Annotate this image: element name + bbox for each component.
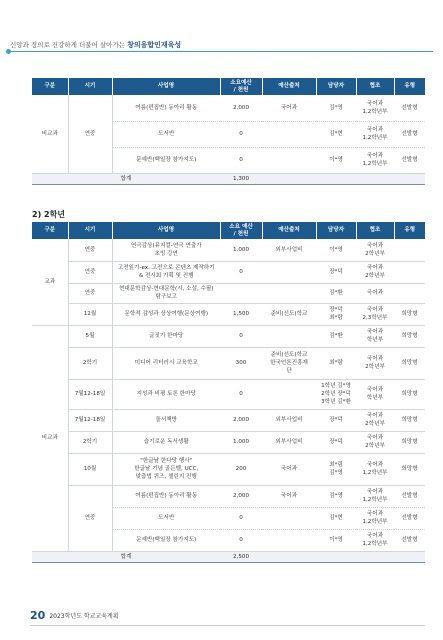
cell-person: 김*현: [316, 121, 356, 147]
cell-source: 외부사업비: [262, 431, 316, 453]
cell-period: 2학기: [68, 347, 112, 379]
cell-program: 문예반(백일장 참가지도): [112, 529, 220, 551]
cell-budget: 0: [220, 507, 262, 529]
cell-type: 희망형: [394, 379, 425, 409]
cell-source: 외부사업비: [262, 239, 316, 261]
cell-budget: 0: [220, 529, 262, 551]
cell-budget: [220, 283, 262, 303]
cell-person: 최*림 김*영: [316, 453, 356, 485]
cell-type: 희망형: [394, 431, 425, 453]
column-header: 담당자: [316, 78, 356, 95]
cell-period: 10월: [68, 453, 112, 485]
cell-coop: 국어과 2학년부: [356, 431, 394, 453]
table-row: [32, 325, 425, 347]
cell-program: 도서반: [112, 121, 220, 147]
cell-source: [262, 529, 316, 551]
column-header: 구분: [32, 222, 68, 239]
column-header: 사업명: [112, 222, 220, 239]
cell-coop: 국어과 학년부: [356, 379, 394, 409]
total-empty: [262, 551, 425, 562]
cell-coop: 국어과 2학년부: [356, 347, 394, 379]
column-header: 유형: [394, 222, 425, 239]
page-footer: [30, 609, 119, 622]
column-header: 사업명: [112, 78, 220, 95]
cell-person: 장*덕 최*람: [316, 303, 356, 325]
cell-period: 연중: [68, 485, 112, 551]
cell-period: 12월: [68, 303, 112, 325]
table-row: [32, 283, 425, 303]
total-row: [32, 551, 425, 562]
cell-coop: 국어과: [356, 283, 394, 303]
column-header: 협조: [356, 222, 394, 239]
cell-program: 도서반: [112, 507, 220, 529]
table-row: [32, 261, 425, 283]
cell-person: 장*덕: [316, 409, 356, 431]
cell-budget: 0: [220, 325, 262, 347]
cell-type: 희망형: [394, 409, 425, 431]
cell-program: 문예반(백일장 참가지도): [112, 147, 220, 173]
cell-type: 선발형: [394, 147, 425, 173]
total-value: 2,500: [220, 551, 262, 562]
cell-coop: 국어과 1,2학년부: [356, 453, 394, 485]
total-value: 1,300: [220, 173, 262, 184]
page-number: 20: [30, 609, 46, 622]
cell-source: [262, 147, 316, 173]
cell-period: 5월: [68, 325, 112, 347]
cell-source: 준비(선도)학교 한국언론진흥재 단: [262, 347, 316, 379]
cell-person: 장*덕: [316, 261, 356, 283]
cell-program: 문학적 감성과 상상여행(문상여행): [112, 303, 220, 325]
cell-coop: 국어과 2,3학년부: [356, 303, 394, 325]
cell-source: [262, 261, 316, 283]
cell-type: 희망형: [394, 325, 425, 347]
total-label: 합계: [32, 551, 220, 562]
cell-type: 선발형: [394, 529, 425, 551]
cell-type: [394, 283, 425, 303]
cell-program: 슬기로운 독서생활: [112, 431, 220, 453]
table-grade1-extracurricular: [32, 78, 425, 185]
cell-source: [262, 325, 316, 347]
cell-coop: 국어과 2학년부: [356, 239, 394, 261]
cell-person: 김*영: [316, 485, 356, 507]
cell-type: [394, 239, 425, 261]
header-row: [32, 78, 425, 95]
table-row: [32, 303, 425, 325]
column-header: 소요예산 / 천원: [220, 78, 262, 95]
cell-source: 국어과: [262, 453, 316, 485]
cell-coop: 국어과 2학년부: [356, 409, 394, 431]
cell-program: 돌서책방: [112, 409, 220, 431]
table-row: [32, 409, 425, 431]
cell-budget: 1,000: [220, 239, 262, 261]
table-row: [32, 239, 425, 261]
cell-period: 연중: [68, 261, 112, 283]
cell-source: 준비(선도)학교: [262, 303, 316, 325]
cell-source: [262, 121, 316, 147]
column-header: 유형: [394, 78, 425, 95]
cell-coop: 국어과 1,2학년부: [356, 147, 394, 173]
cell-period: 7월12-18일: [68, 409, 112, 431]
cell-budget: 0: [220, 121, 262, 147]
cell-type: 희망형: [394, 347, 425, 379]
cell-budget: 1,000: [220, 431, 262, 453]
cell-budget: 200: [220, 453, 262, 485]
cell-person: 1학년 김*영 2학년 장*덕 3학년 김*환: [316, 379, 356, 409]
cell-person: 최*람: [316, 347, 356, 379]
cell-category: 교과: [32, 239, 68, 325]
column-header: 시기: [68, 222, 112, 239]
cell-program: 연극감상(뮤지컬-연극 연출가 초빙 강연: [112, 239, 220, 261]
cell-person: 이*영: [316, 239, 356, 261]
cell-period: 7월12-18일: [68, 379, 112, 409]
header-bold: 창의융합인재육성: [127, 41, 182, 49]
cell-type: 희망형: [394, 453, 425, 485]
cell-category: 비교과: [32, 95, 68, 173]
cell-budget: 2,000: [220, 409, 262, 431]
cell-person: 장*덕: [316, 431, 356, 453]
cell-budget: 0: [220, 379, 262, 409]
cell-period: 연중: [68, 239, 112, 261]
cell-period: 연중: [68, 283, 112, 303]
cell-coop: 국어과 1,2학년부: [356, 95, 394, 121]
cell-type: 희망형: [394, 303, 425, 325]
cell-source: [262, 507, 316, 529]
cell-coop: 국어과 1,2학년부: [356, 121, 394, 147]
total-row: [32, 173, 425, 184]
column-header: 소요 예산 / 천원: [220, 222, 262, 239]
footer-text: 2023학년도 학교교육계획: [49, 613, 119, 620]
header-rule: [8, 51, 433, 52]
header-row: [32, 222, 425, 239]
cell-budget: 2,000: [220, 485, 262, 507]
cell-budget: 1,500: [220, 303, 262, 325]
cell-source: 국어과: [262, 485, 316, 507]
cell-person: 김*환: [316, 283, 356, 303]
cell-person: 김*현: [316, 507, 356, 529]
total-label: 합계: [32, 173, 220, 184]
cell-program: 여름(편집반) 동아리 활동: [112, 485, 220, 507]
cell-budget: 2,000: [220, 95, 262, 121]
column-header: 시기: [68, 78, 112, 95]
cell-person: 김*환: [316, 325, 356, 347]
cell-program: 글짓기 한마당: [112, 325, 220, 347]
cell-program: 지성과 비평 토론 한마당: [112, 379, 220, 409]
cell-coop: 국어과 1,2학년부: [356, 485, 394, 507]
cell-person: 김*영: [316, 95, 356, 121]
cell-budget: 0: [220, 261, 262, 283]
cell-program: 미디어 리터러시 교육학교: [112, 347, 220, 379]
running-header: [10, 40, 181, 50]
footer-rule: [30, 625, 425, 626]
column-header: 협조: [356, 78, 394, 95]
cell-person: 이*영: [316, 529, 356, 551]
cell-coop: 국어과 2학년부: [356, 261, 394, 283]
cell-program: 고전읽기-ex. 고전으로 콘텐츠 제작하기 & 전시회 기획 및 진행: [112, 261, 220, 283]
cell-source: [262, 283, 316, 303]
cell-person: 이*영: [316, 147, 356, 173]
column-header: 구분: [32, 78, 68, 95]
header-text: 신앙과 정의로 건강하게 더불어 살아가는: [10, 41, 126, 49]
cell-type: 선발형: [394, 485, 425, 507]
table-row: [32, 379, 425, 409]
cell-category: 비교과: [32, 325, 68, 551]
column-header: 예산출처: [262, 222, 316, 239]
cell-period: 연중: [68, 95, 112, 173]
cell-coop: 국어과 1,2학년부: [356, 507, 394, 529]
cell-period: 2학기: [68, 431, 112, 453]
cell-type: [394, 261, 425, 283]
table-row: [32, 485, 425, 507]
table-row: [32, 95, 425, 121]
column-header: 담당자: [316, 222, 356, 239]
cell-program: 현대문학감상-현대문학(시, 소설, 수필) 탐구보고: [112, 283, 220, 303]
table-row: [32, 453, 425, 485]
cell-type: 선발형: [394, 507, 425, 529]
cell-type: 선발형: [394, 95, 425, 121]
cell-budget: 0: [220, 147, 262, 173]
table-row: [32, 347, 425, 379]
cell-coop: 국어과 1,2학년부: [356, 529, 394, 551]
table-grade2: [32, 222, 425, 563]
cell-source: 외부사업비: [262, 409, 316, 431]
cell-source: [262, 379, 316, 409]
cell-type: 선발형: [394, 121, 425, 147]
cell-source: 국어과: [262, 95, 316, 121]
section-title: 2) 2학년: [32, 210, 66, 219]
total-empty: [262, 173, 425, 184]
cell-budget: 300: [220, 347, 262, 379]
cell-coop: 국어과 학년부: [356, 325, 394, 347]
cell-program: 여름(편집반) 동아리 활동: [112, 95, 220, 121]
cell-program: "한글날 한다당 행사" 한글날 기념 골든벨, UCC, 맞춤법 퀴즈, 챌린지 진행: [112, 453, 220, 485]
table-row: [32, 431, 425, 453]
column-header: 예산출처: [262, 78, 316, 95]
